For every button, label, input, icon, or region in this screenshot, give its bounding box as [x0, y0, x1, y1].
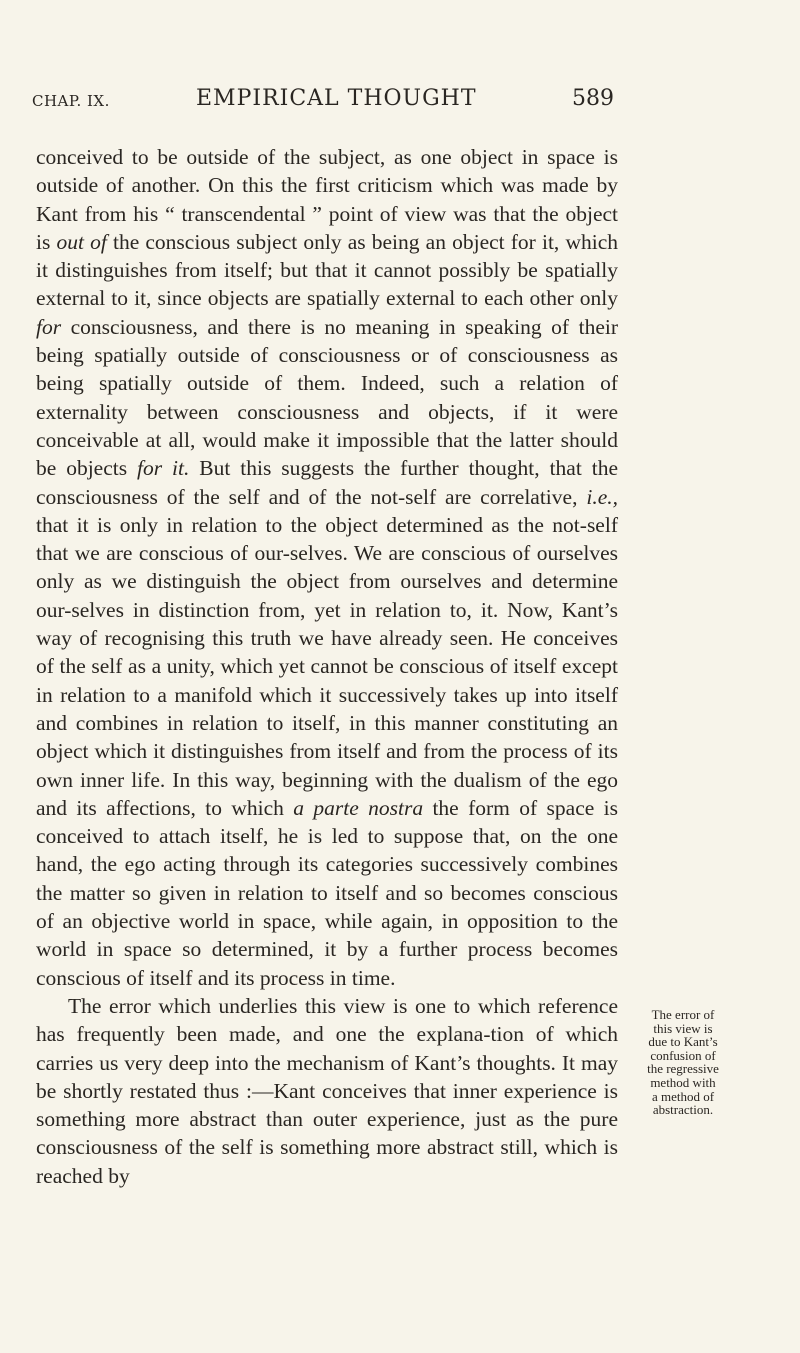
italic-run: a parte nostra [293, 795, 424, 820]
italic-run: for it. [137, 456, 190, 481]
text-run: But this suggests the further thought, that the consciousness of the self and of the not-self are correlative, [36, 456, 618, 509]
text-run: that it is only in relation to the object determined as the not-self that we are conscious of our-selves. We are conscious of ourselves only as we distinguish the object from ourselves and determine our-selves in distinction from, yet in relation to, it. Now, Kant’s way of recognising this truth we have already seen. He conceives of the self as a unity, which yet cannot be conscious of itself except in relation to a manifold which it successively takes up into itself and combines in relation to itself, in this manner constituting an object which it distinguishes from itself and from the process of its own inner life. In this way, beginning with the dualism of the ego and its affections, to which [36, 512, 618, 820]
paragraph-error [36, 992, 618, 1190]
italic-run: out of [56, 229, 107, 254]
margin-note-line: a method of [651, 1088, 715, 1104]
margin-note-line: The error of [651, 1007, 715, 1022]
chapter-title: EMPIRICAL THOUGHT [196, 86, 477, 111]
italic-run: i.e., [586, 484, 618, 509]
margin-note-line: due to Kant’s [648, 1034, 718, 1050]
margin-note [628, 1008, 738, 1117]
text-run: conceived to be outside of the subject, as one object in space is outside of another. On this the first criticism which was made by Kant from his “ transcendental ” point of view was that the object is [36, 145, 618, 254]
page-number: 589 [572, 86, 614, 111]
chapter-label: CHAP. IX. [32, 92, 110, 110]
margin-note-line: the regressive [647, 1061, 719, 1077]
margin-note-line: method with [650, 1074, 716, 1090]
running-head [32, 86, 632, 116]
margin-note-line: confusion of [650, 1047, 716, 1063]
margin-note-line: this view is [653, 1020, 713, 1036]
text-run: the form of space is conceived to attach itself, he is led to suppose that, on the one hand, the ego acting through its categories successively combines the matter so given in relation to itself and so becomes conscious of an objective world in space, while again, in opposition to the world in space so determined, it by a further process becomes conscious of itself and its process in time. [36, 795, 618, 990]
italic-run: for [36, 314, 62, 339]
paragraph-continued [36, 143, 618, 992]
body-text [36, 143, 618, 1190]
text-run: The error which underlies this view is one to which reference has frequently been made, and one the explana-tion of which carries us very deep into the mechanism of Kant’s thoughts. It may be shortly restated thus :—Kant conceives that inner experience is something more abstract than outer experience, just as the pure consciousness of the self is something more abstract still, which is reached by [36, 993, 618, 1188]
margin-note-line: abstraction. [652, 1102, 714, 1118]
text-run: consciousness, and there is no meaning in speaking of their being spatially outside of consciousness or of consciousness as being spatially outside of them. Indeed, such a relation of externality between consciousness and objects, if it were conceivable at all, would make it impossible that the latter should be objects [36, 314, 618, 481]
text-run: the conscious subject only as being an object for it, which it distinguishes from itself; but that it cannot possibly be spatially external to it, since objects are spatially external to each other only [36, 229, 618, 311]
